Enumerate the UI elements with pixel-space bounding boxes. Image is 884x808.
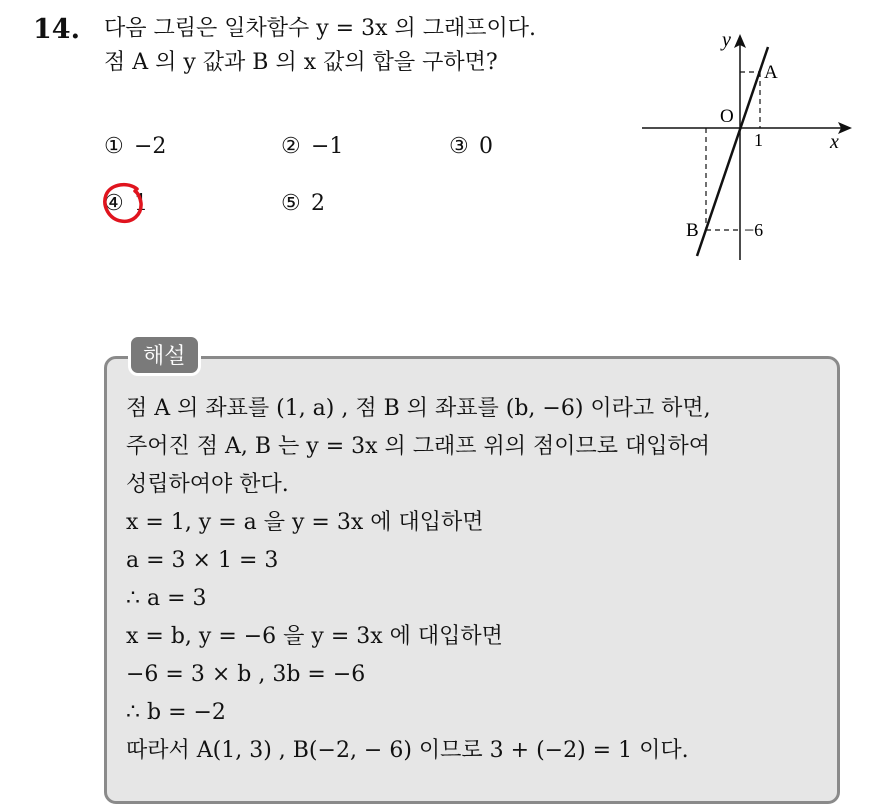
question-line-1: 다음 그림은 일차함수 y = 3x 의 그래프이다. bbox=[104, 16, 536, 41]
choice-text: −2 bbox=[134, 134, 167, 159]
choice-text: −1 bbox=[311, 134, 344, 159]
y-axis-label: y bbox=[722, 29, 731, 51]
origin-label: O bbox=[720, 106, 734, 127]
choice-mark: ① bbox=[104, 134, 124, 159]
choice-5[interactable] bbox=[281, 189, 325, 219]
solution-line-5: a = 3 × 1 = 3 bbox=[126, 548, 279, 573]
point-a-label: A bbox=[764, 62, 778, 83]
choice-text: 1 bbox=[134, 191, 148, 216]
solution-line-8: −6 = 3 × b , 3b = −6 bbox=[126, 662, 366, 687]
solution-line-3: 성립하여야 한다. bbox=[126, 472, 289, 497]
x-tick-label: 1 bbox=[754, 130, 763, 150]
question-line-2: 점 A 의 y 값과 B 의 x 값의 합을 구하면? bbox=[104, 50, 498, 75]
choice-2[interactable] bbox=[281, 132, 343, 162]
point-b-label: B bbox=[686, 220, 699, 241]
choice-mark: ③ bbox=[449, 134, 469, 159]
x-axis-label: x bbox=[830, 131, 839, 153]
solution-line-6: ∴ a = 3 bbox=[126, 586, 207, 611]
solution-line-2: 주어진 점 A, B 는 y = 3x 의 그래프 위의 점이므로 대입하여 bbox=[126, 434, 711, 459]
choice-text: 2 bbox=[311, 191, 325, 216]
solution-line-4: x = 1, y = a 을 y = 3x 에 대입하면 bbox=[126, 510, 484, 535]
red-answer-circle-icon bbox=[99, 179, 147, 227]
linear-function-graph bbox=[630, 20, 860, 270]
solution-line-1: 점 A 의 좌표를 (1, a) , 점 B 의 좌표를 (b, −6) 이라고 하면, bbox=[126, 396, 711, 421]
solution-line-10: 따라서 A(1, 3) , B(−2, − 6) 이므로 3 + (−2) = 1 이다. bbox=[126, 738, 689, 763]
choice-text: 0 bbox=[479, 134, 493, 159]
choice-mark: ② bbox=[281, 134, 301, 159]
solution-line-9: ∴ b = −2 bbox=[126, 700, 226, 725]
solution-tag: 해설 bbox=[128, 334, 201, 376]
choice-3[interactable] bbox=[449, 132, 493, 162]
choice-1[interactable] bbox=[104, 132, 166, 162]
y-tick-label: −6 bbox=[744, 220, 764, 240]
solution-line-7: x = b, y = −6 을 y = 3x 에 대입하면 bbox=[126, 624, 503, 649]
choice-mark: ④ bbox=[104, 191, 124, 216]
choice-mark: ⑤ bbox=[281, 191, 301, 216]
question-number: 14. bbox=[33, 14, 80, 45]
